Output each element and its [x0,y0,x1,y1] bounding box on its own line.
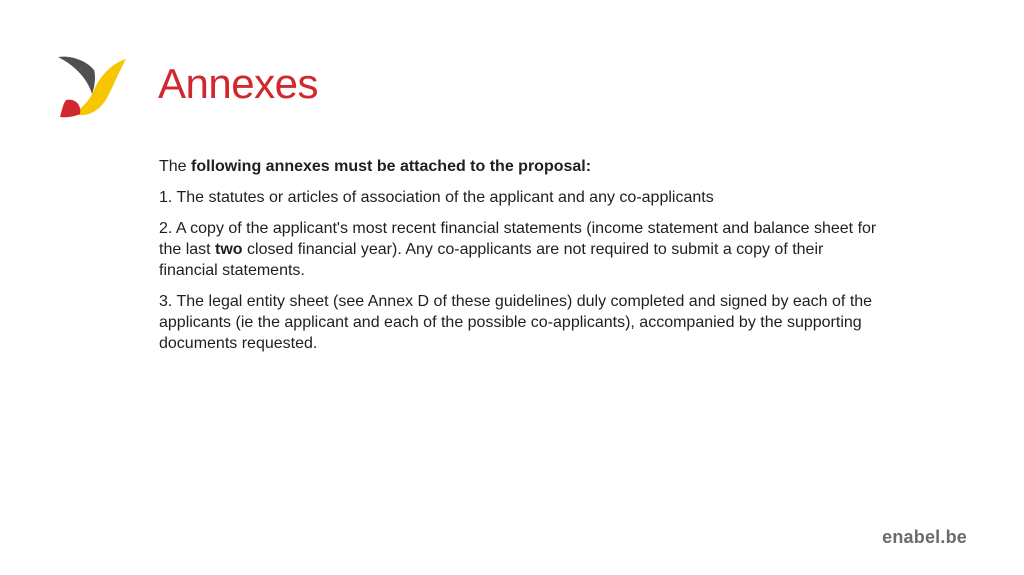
page-title: Annexes [158,60,318,107]
intro-paragraph [159,156,879,177]
annex-content [159,156,879,364]
annex-item-2-part1: 2. A copy of the applicant's most recent financial statements (income statement and balance sheet for the last [159,220,877,258]
enabel-logo [56,54,128,120]
annex-item-2-part2: closed financial year). Any co-applicants are not required to submit a copy of their financial statements. [159,241,824,279]
annex-item-2 [159,218,879,281]
logo-red-wing [60,100,80,118]
annex-item-3: 3. The legal entity sheet (see Annex D of these guidelines) duly completed and signed by each of the applicants (ie the applicant and each of the possible co-applicants), accompanied by the supporting documents requested. [159,293,873,352]
intro-prefix: The [159,158,192,175]
annex-item-1: 1. The statutes or articles of association of the applicant and any co-applicants [159,189,714,206]
logo-grey-wing [58,57,95,94]
footer-website: enabel.be [882,527,967,547]
annex-item-2-bold: two [215,241,243,258]
intro-bold: following annexes must be attached to the proposal: [191,158,592,175]
